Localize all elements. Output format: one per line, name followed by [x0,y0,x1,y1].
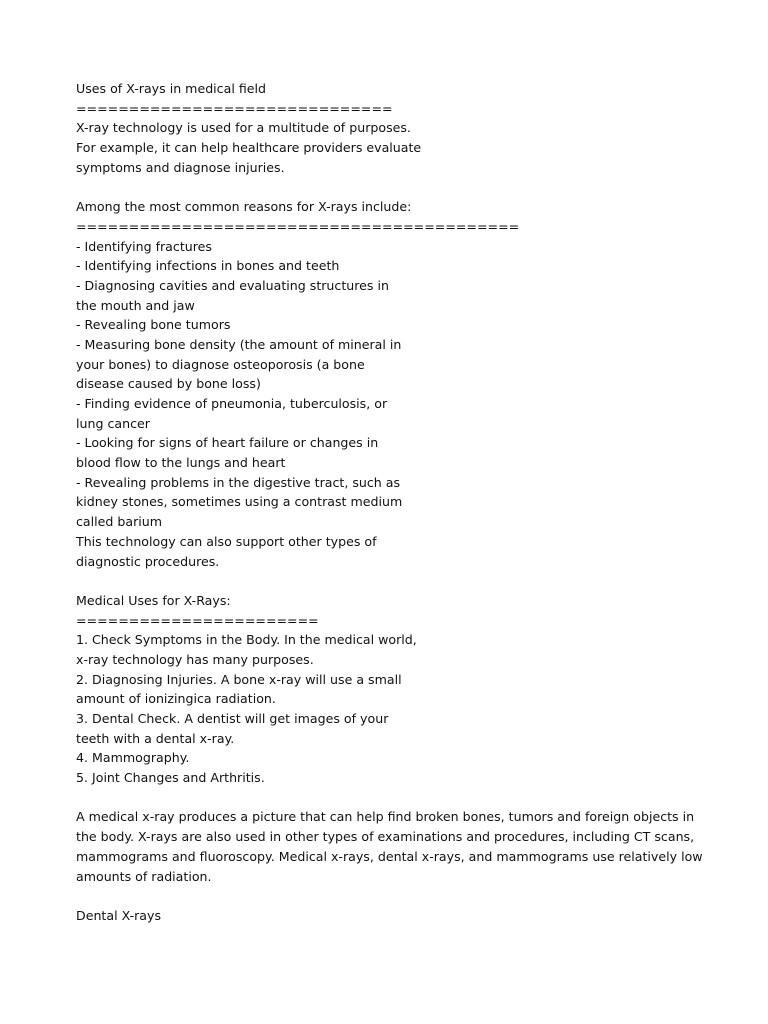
reasons-line: - Measuring bone density (the amount of mineral in [76,336,402,352]
medical-uses-rule: ======================= [76,612,319,628]
intro-title: Uses of X-rays in medical field [76,81,267,96]
summary-line: mammograms and fluoroscopy. Medical x-rays, dental x-rays, and mammograms use relatively low [76,848,703,864]
section-dental [76,906,716,926]
medical-uses-line: 5. Joint Changes and Arthritis. [76,770,265,786]
medical-uses-line: 3. Dental Check. A dentist will get images of your [76,711,389,726]
summary-line: the body. X-rays are also used in other types of examinations and procedures, including CT scans, [76,829,695,845]
section-common-reasons [76,197,716,571]
summary-line: A medical x-ray produces a picture that can help find broken bones, tumors and foreign objects in [76,809,695,825]
reasons-line: lung cancer [76,415,150,431]
intro-rule: ============================== [76,100,393,116]
blank-line [76,788,716,808]
medical-uses-line: teeth with a dental x-ray. [76,730,235,746]
intro-line: X-ray technology is used for a multitude of purposes. [76,120,411,136]
intro-line: symptoms and diagnose injuries. [76,159,285,175]
reasons-line: your bones) to diagnose osteoporosis (a bone [76,356,365,372]
section-intro [76,79,716,177]
medical-uses-line: 2. Diagnosing Injuries. A bone x-ray will use a small [76,671,402,687]
reasons-line: - Finding evidence of pneumonia, tuberculosis, or [76,396,388,411]
dental-title: Dental X-rays [76,907,162,923]
intro-line: For example, it can help healthcare providers evaluate [76,140,422,156]
reasons-line: the mouth and jaw [76,297,195,313]
medical-uses-line: x-ray technology has many purposes. [76,651,314,667]
reasons-line: blood flow to the lungs and heart [76,455,286,471]
medical-uses-line: amount of ionizingica radiation. [76,691,276,707]
reasons-line: This technology can also support other types of [76,533,377,549]
medical-uses-line: 4. Mammography. [76,750,190,766]
reasons-title: Among the most common reasons for X-rays include: [76,199,412,215]
section-summary [76,807,716,886]
reasons-line: - Revealing bone tumors [76,317,231,333]
reasons-line: - Revealing problems in the digestive tract, such as [76,474,401,490]
reasons-line: kidney stones, sometimes using a contrast medium [76,494,403,510]
reasons-line: - Diagnosing cavities and evaluating structures in [76,277,389,293]
reasons-rule: ========================================== [76,218,520,234]
blank-line [76,886,716,906]
reasons-line: - Looking for signs of heart failure or changes in [76,435,379,451]
document-text [76,79,716,926]
reasons-line: disease caused by bone loss) [76,376,261,392]
blank-line [76,177,716,197]
reasons-line: - Identifying fractures [76,238,212,254]
medical-uses-title: Medical Uses for X-Rays: [76,592,231,608]
medical-uses-line: 1. Check Symptoms in the Body. In the medical world, [76,632,417,648]
reasons-line: - Identifying infections in bones and teeth [76,258,340,274]
section-medical-uses [76,591,716,788]
reasons-line: diagnostic procedures. [76,553,220,569]
reasons-line: called barium [76,514,163,530]
blank-line [76,571,716,591]
summary-line: amounts of radiation. [76,868,212,884]
